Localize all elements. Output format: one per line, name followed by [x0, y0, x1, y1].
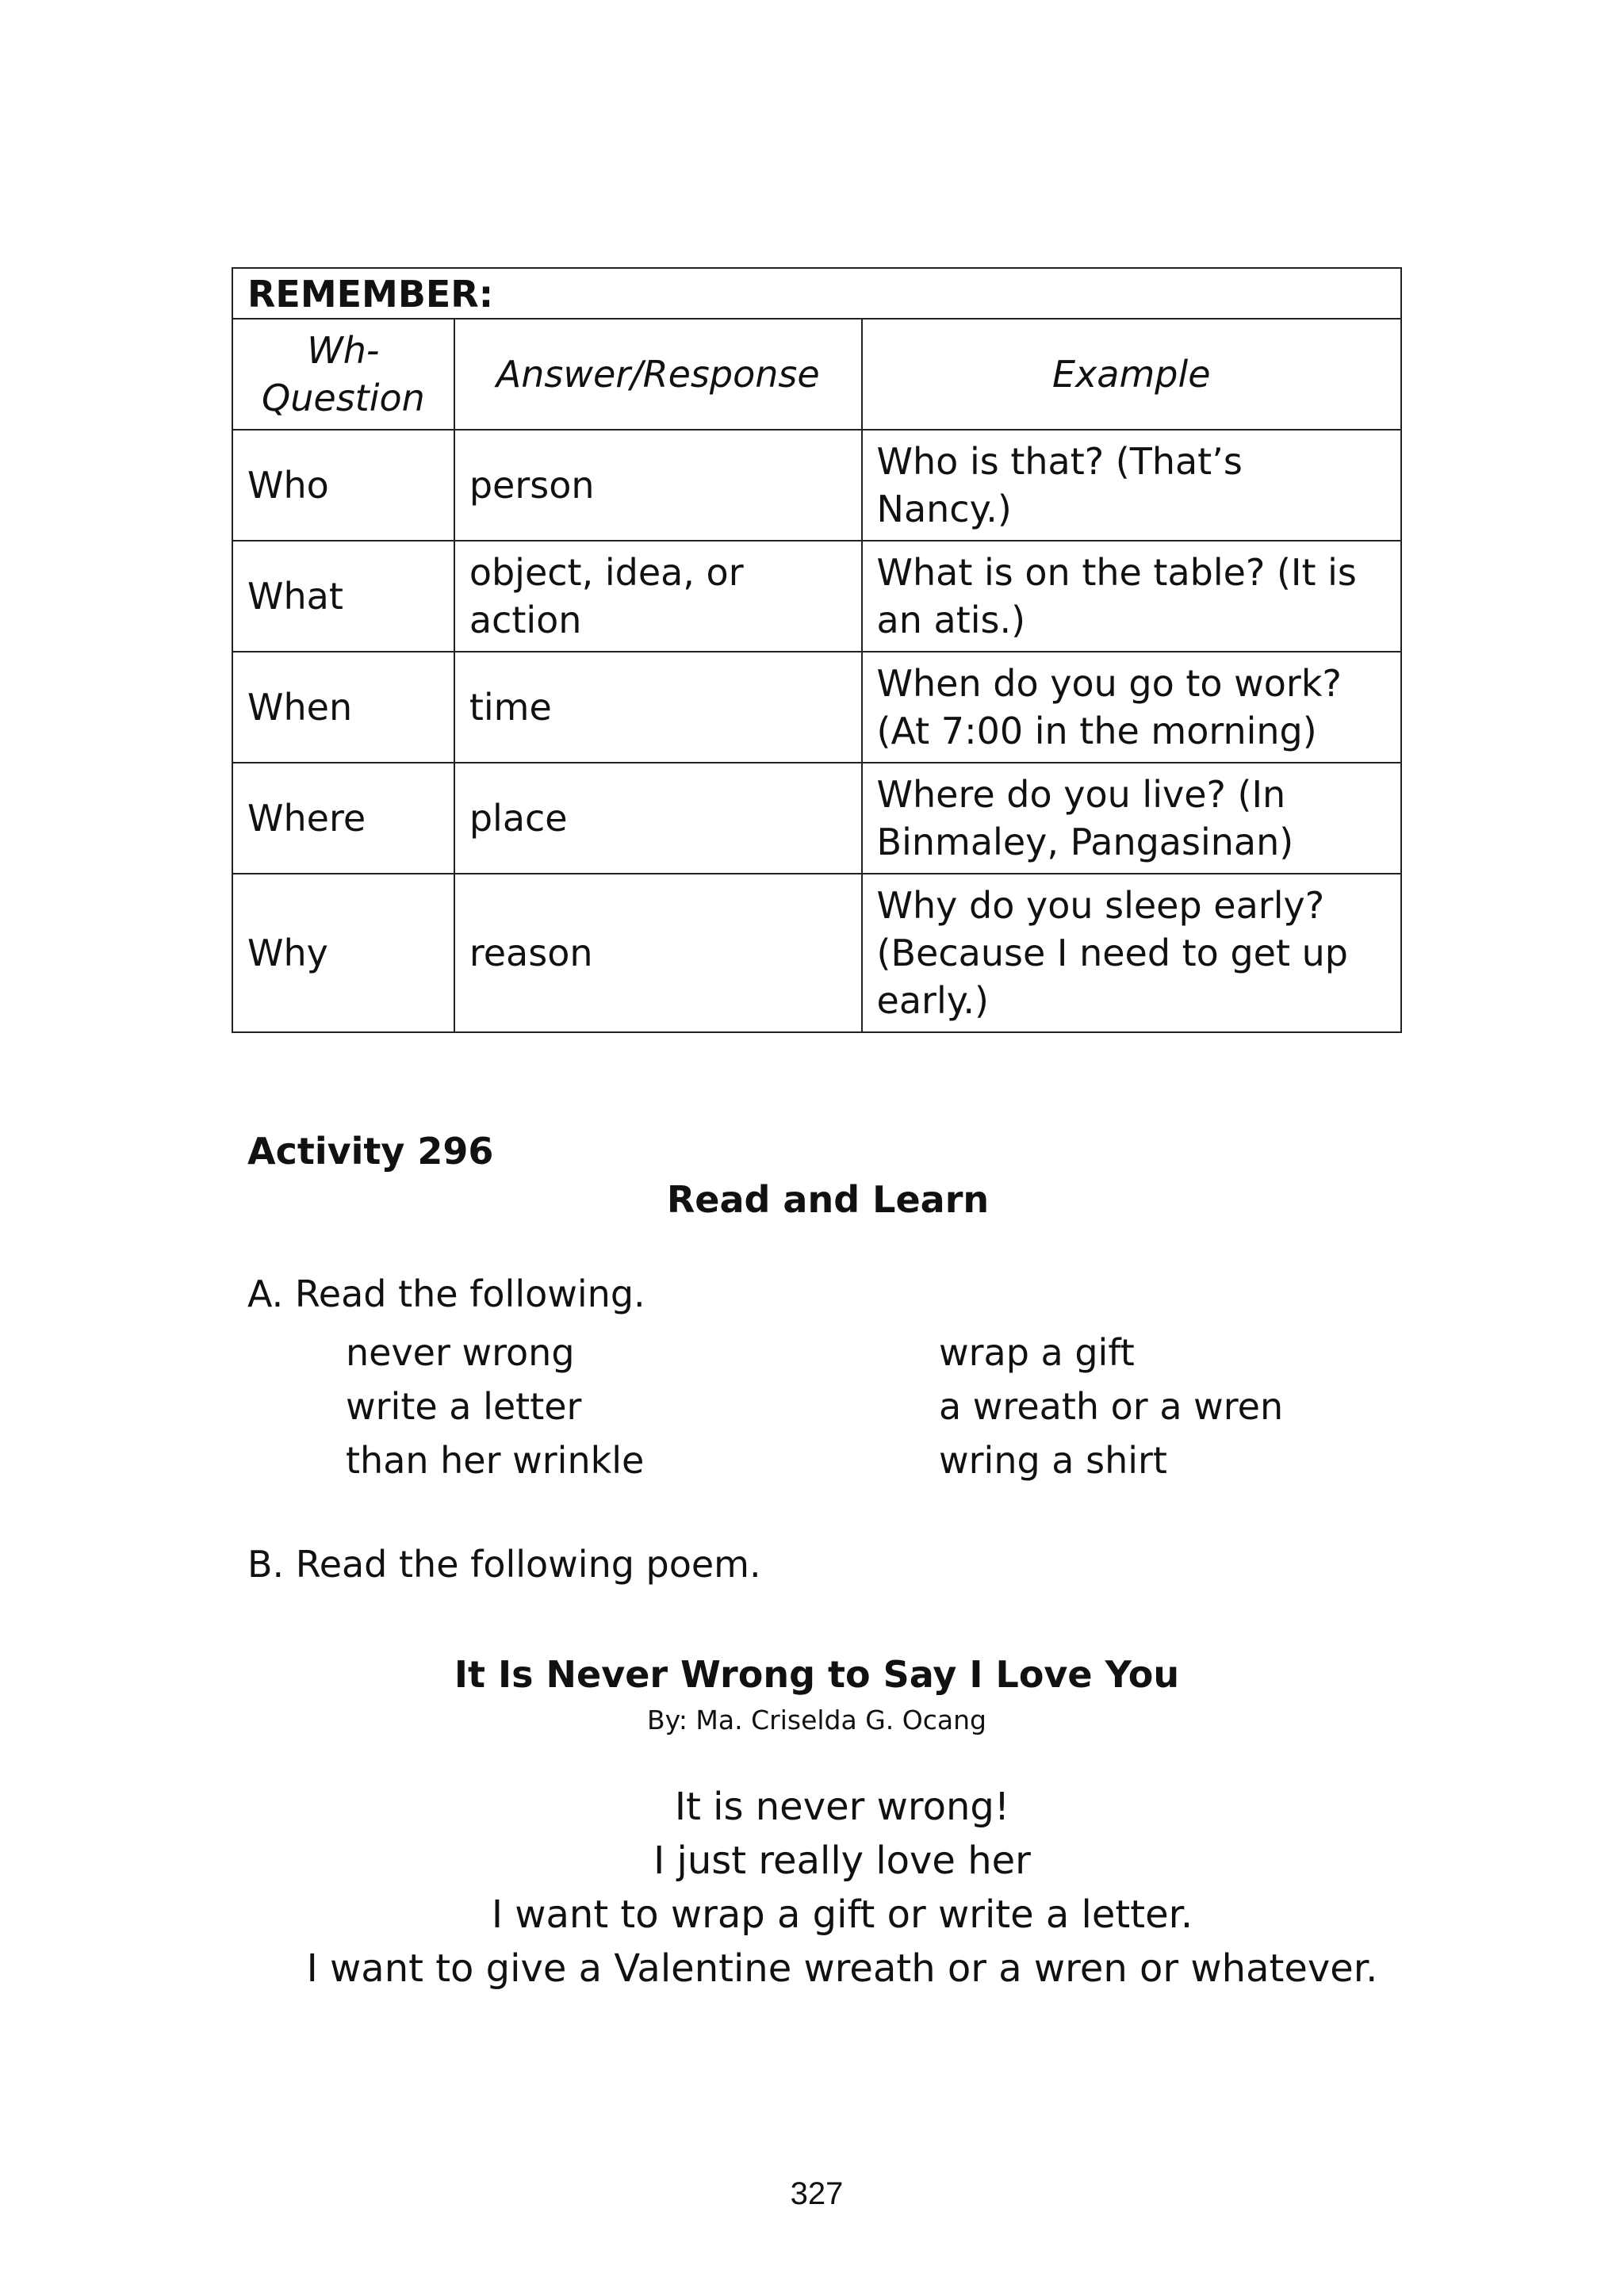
cell-example: Where do you live? (In Binmaley, Pangasinan) — [862, 763, 1401, 874]
cell-question: When — [232, 652, 454, 763]
cell-answer: person — [454, 430, 862, 541]
poem-line: I want to wrap a gift or write a letter. — [491, 1892, 1193, 1937]
cell-question: What — [232, 541, 454, 652]
poem-line: I just really love her — [653, 1839, 1031, 1883]
poem-line: It is never wrong! — [674, 1785, 1010, 1829]
page-number: 327 — [790, 2176, 844, 2211]
phrase-item: write a letter — [346, 1385, 582, 1428]
wh-question-table — [232, 267, 1402, 1033]
phrase-item: a wreath or a wren — [939, 1385, 1284, 1428]
cell-answer: place — [454, 763, 862, 874]
cell-answer: reason — [454, 874, 862, 1032]
cell-question: Why — [232, 874, 454, 1032]
table-row — [232, 763, 1401, 874]
phrase-item: wring a shirt — [939, 1439, 1167, 1482]
phrase-item: than her wrinkle — [346, 1439, 645, 1482]
activity-label: Activity 296 — [247, 1130, 494, 1173]
header-example: Example — [862, 319, 1401, 430]
table-row — [232, 652, 1401, 763]
instruction-a: A. Read the following. — [247, 1272, 645, 1315]
poem-line: I want to give a Valentine wreath or a wren or whatever. — [306, 1946, 1378, 1991]
phrase-item: never wrong — [346, 1331, 575, 1374]
cell-example: Why do you sleep early? (Because I need to get up early.) — [862, 874, 1401, 1032]
cell-question: Where — [232, 763, 454, 874]
cell-answer: time — [454, 652, 862, 763]
table-row — [232, 430, 1401, 541]
phrase-row — [346, 1326, 1377, 1380]
cell-example: Who is that? (That’s Nancy.) — [862, 430, 1401, 541]
phrase-list — [346, 1326, 1377, 1487]
section-title: Read and Learn — [666, 1178, 990, 1221]
poem-body — [0, 1780, 1624, 1996]
header-wh-question: Wh- Question — [232, 319, 454, 430]
cell-example: When do you go to work? (At 7:00 in the morning) — [862, 652, 1401, 763]
cell-question: Who — [232, 430, 454, 541]
poem-author: By: Ma. Criselda G. Ocang — [647, 1705, 986, 1735]
instruction-b: B. Read the following poem. — [247, 1543, 761, 1586]
phrase-item: wrap a gift — [939, 1331, 1135, 1374]
phrase-row — [346, 1433, 1377, 1487]
table-title: REMEMBER: — [232, 268, 1401, 319]
cell-answer: object, idea, or action — [454, 541, 862, 652]
table-row — [232, 874, 1401, 1032]
cell-example: What is on the table? (It is an atis.) — [862, 541, 1401, 652]
poem-title: It Is Never Wrong to Say I Love You — [454, 1653, 1180, 1696]
table-row — [232, 541, 1401, 652]
phrase-row — [346, 1380, 1377, 1433]
header-answer-response: Answer/Response — [454, 319, 862, 430]
